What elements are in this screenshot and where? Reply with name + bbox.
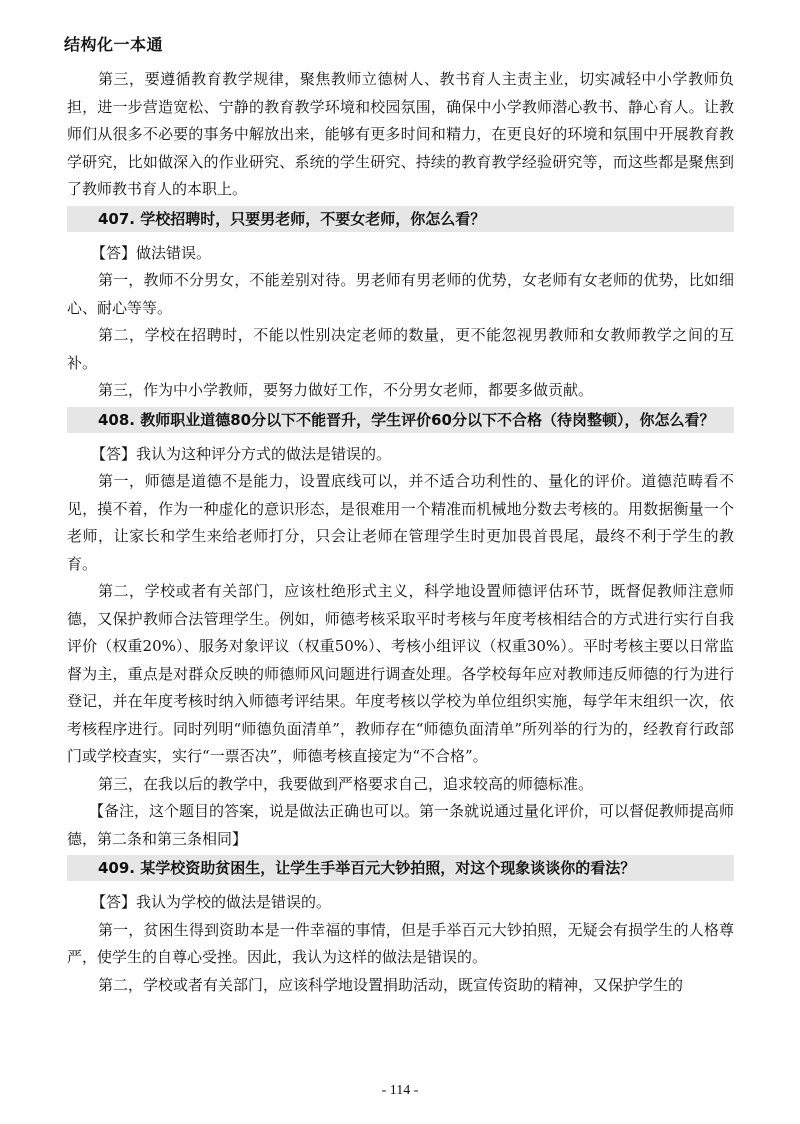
question-409: 409. 某学校资助贫困生，让学生手举百元大钞拍照，对这个现象谈谈你的看法？	[67, 855, 734, 881]
point-407-3: 第三，作为中小学教师，要努力做好工作，不分男女老师，都要多做贡献。	[98, 381, 594, 399]
intro-paragraph: 第三，要遵循教育教学规律，聚焦教师立德树人、教书育人主责主业，切实减轻中小学教师负担，进一步营造宽松、宁静的教育教学环境和校园氛围，确保中小学教师潜心教书、静心育人。让教师们从很多不必要的事务中解放出来，能够有更多时间和精力，在更良好的环境和氛围中开展教育教学研究，比如做深入的作业研究、系统的学生研究、持续的教育教学经验研究等，而这些都是聚焦到了教师教书育人的本职上。	[67, 70, 734, 198]
question-407: 407. 学校招聘时，只要男老师，不要女老师，你怎么看？	[67, 206, 734, 232]
point-408-2: 第二，学校或者有关部门，应该杜绝形式主义，科学地设置师德评估环节，既督促教师注意师德，又保护教师合法管理学生。例如，师德考核采取平时考核与年度考核相结合的方式进行实行自我评价（权重20%）、服务对象评议（权重50%）、考核小组评议（权重30%）。平时考核主要以日常监督为主，重点是对群众反映的师德师风问题进行调查处理。各学校每年应对教师违反师德的行为进行登记，并在年度考核时纳入师德考评结果。年度考核以学校为单位组织实施，每学年末组织一次，依考核程序进行。同时列明“师德负面清单”，教师存在“师德负面清单”所列举的行为的，经教育行政部门或学校查实，实行“一票否决”，师德考核直接定为“不合格”。	[67, 582, 734, 765]
note-408: 【备注，这个题目的答案，说是做法正确也可以。第一条就说通过量化评价，可以督促教师提高师德，第二条和第三条相同】	[67, 802, 735, 848]
page-content	[67, 66, 734, 999]
answer-407: 【答】做法错误。	[91, 243, 212, 262]
answer-409: 【答】我认为学校的做法是错误的。	[91, 893, 332, 911]
point-407-2: 第二，学校在招聘时，不能以性别决定老师的数量，更不能忽视男教师和女教师教学之间的互补。	[67, 326, 734, 372]
book-title: 结构化一本通	[64, 35, 164, 54]
answer-408: 【答】我认为这种评分方式的做法是错误的。	[91, 444, 392, 463]
page-number: - 114 -	[381, 1083, 419, 1098]
point-408-3: 第三，在我以后的教学中，我要做到严格要求自己，追求较高的师德标准。	[98, 774, 594, 793]
point-408-1: 第一，师德是道德不是能力，设置底线可以，并不适合功利性的、量化的评价。道德范畴看不见，摸不着，作为一种虚化的意识形态，是很难用一个精准而机械地分数去考核的。用数据衡量一个老师，让家长和学生来给老师打分，只会让老师在管理学生时更加畏首畏尾，最终不利于学生的教育。	[67, 472, 734, 573]
point-407-1: 第一，教师不分男女，不能差别对待。男老师有男老师的优势，女老师有女老师的优势，比如细心、耐心等等。	[67, 271, 734, 317]
point-409-2: 第二，学校或者有关部门，应该科学地设置捐助活动，既宣传资助的精神，又保护学生的	[98, 975, 684, 994]
question-408: 408. 教师职业道德80分以下不能晋升，学生评价60分以下不合格（待岗整顿），你怎么看？	[67, 407, 734, 433]
point-409-1: 第一，贫困生得到资助本是一件幸福的事情，但是手举百元大钞拍照，无疑会有损学生的人格尊严，使学生的自尊心受挫。因此，我认为这样的做法是错误的。	[67, 920, 734, 966]
